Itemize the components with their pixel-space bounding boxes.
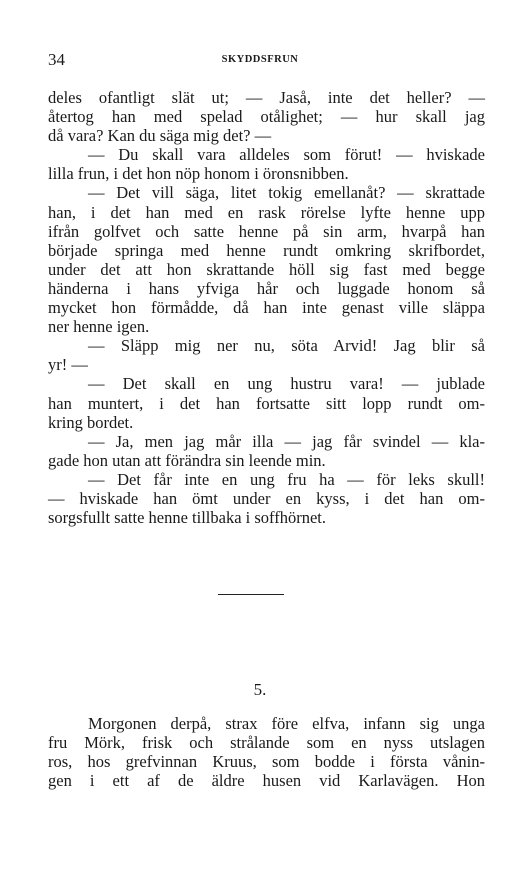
- section-text: [48, 714, 485, 790]
- text-line: — Du skall vara alldeles som förut! — hviskade: [88, 145, 485, 165]
- text-line: ifrån golfvet och satte henne på sin arm, hvarpå han: [48, 221, 485, 241]
- text-line: ros, hos grefvinnan Kruus, som bodde i första vånin-: [48, 752, 485, 772]
- text-line: — Det får inte en ung fru ha — för leks skull!: [88, 469, 485, 489]
- running-head: SKYDDSFRUN: [221, 54, 299, 65]
- text-line: Morgonen derpå, strax före elfva, infann sig unga: [88, 714, 485, 733]
- text-line: började springa med henne rundt omkring skrifbordet,: [48, 240, 485, 260]
- text-line: han muntert, i det han fortsatte sitt lopp rundt om-: [48, 393, 485, 413]
- text-line: ner henne igen.: [48, 317, 150, 337]
- text-line: återtog han med spelad otålighet; — hur skall jag: [48, 107, 485, 127]
- text-line: — Det vill säga, litet tokig emellanåt? — skrattade: [88, 183, 485, 203]
- text-line: kring bordet.: [48, 412, 134, 432]
- text-line: lilla frun, i det hon nöp honom i öronsnibben.: [48, 164, 349, 184]
- page-number: 34: [48, 50, 65, 69]
- text-line: yr! —: [48, 355, 88, 375]
- section-divider: [218, 594, 284, 595]
- text-line: mycket hon förmådde, då han inte genast ville släppa: [48, 298, 485, 318]
- text-line: sorgsfullt satte henne tillbaka i soffhörnet.: [48, 508, 327, 528]
- section-number: 5.: [253, 680, 267, 699]
- text-line: han, i det han med en rask rörelse lyfte henne upp: [48, 202, 485, 222]
- text-line: — Ja, men jag mår illa — jag får svindel — kla-: [88, 431, 485, 451]
- text-line: — hviskade han ömt under en kyss, i det han om-: [48, 488, 485, 508]
- text-line: fru Mörk, frisk och strålande som en nyss utslagen: [48, 733, 485, 753]
- text-line: gade hon utan att förändra sin leende min.: [48, 450, 326, 470]
- text-line: under det att hon skrattande höll sig fast med begge: [48, 259, 485, 279]
- text-line: deles ofantligt slät ut; — Jaså, inte det heller? —: [48, 88, 485, 107]
- text-line: — Det skall en ung hustru vara! — jublade: [88, 374, 485, 394]
- body-text: [48, 88, 485, 527]
- text-line: då vara? Kan du säga mig det? —: [48, 126, 272, 146]
- text-line: händerna i hans yfviga hår och luggade honom så: [48, 278, 485, 298]
- text-line: — Släpp mig ner nu, söta Arvid! Jag blir så: [88, 336, 485, 356]
- text-line: gen i ett af de äldre husen vid Karlavägen. Hon: [48, 771, 485, 791]
